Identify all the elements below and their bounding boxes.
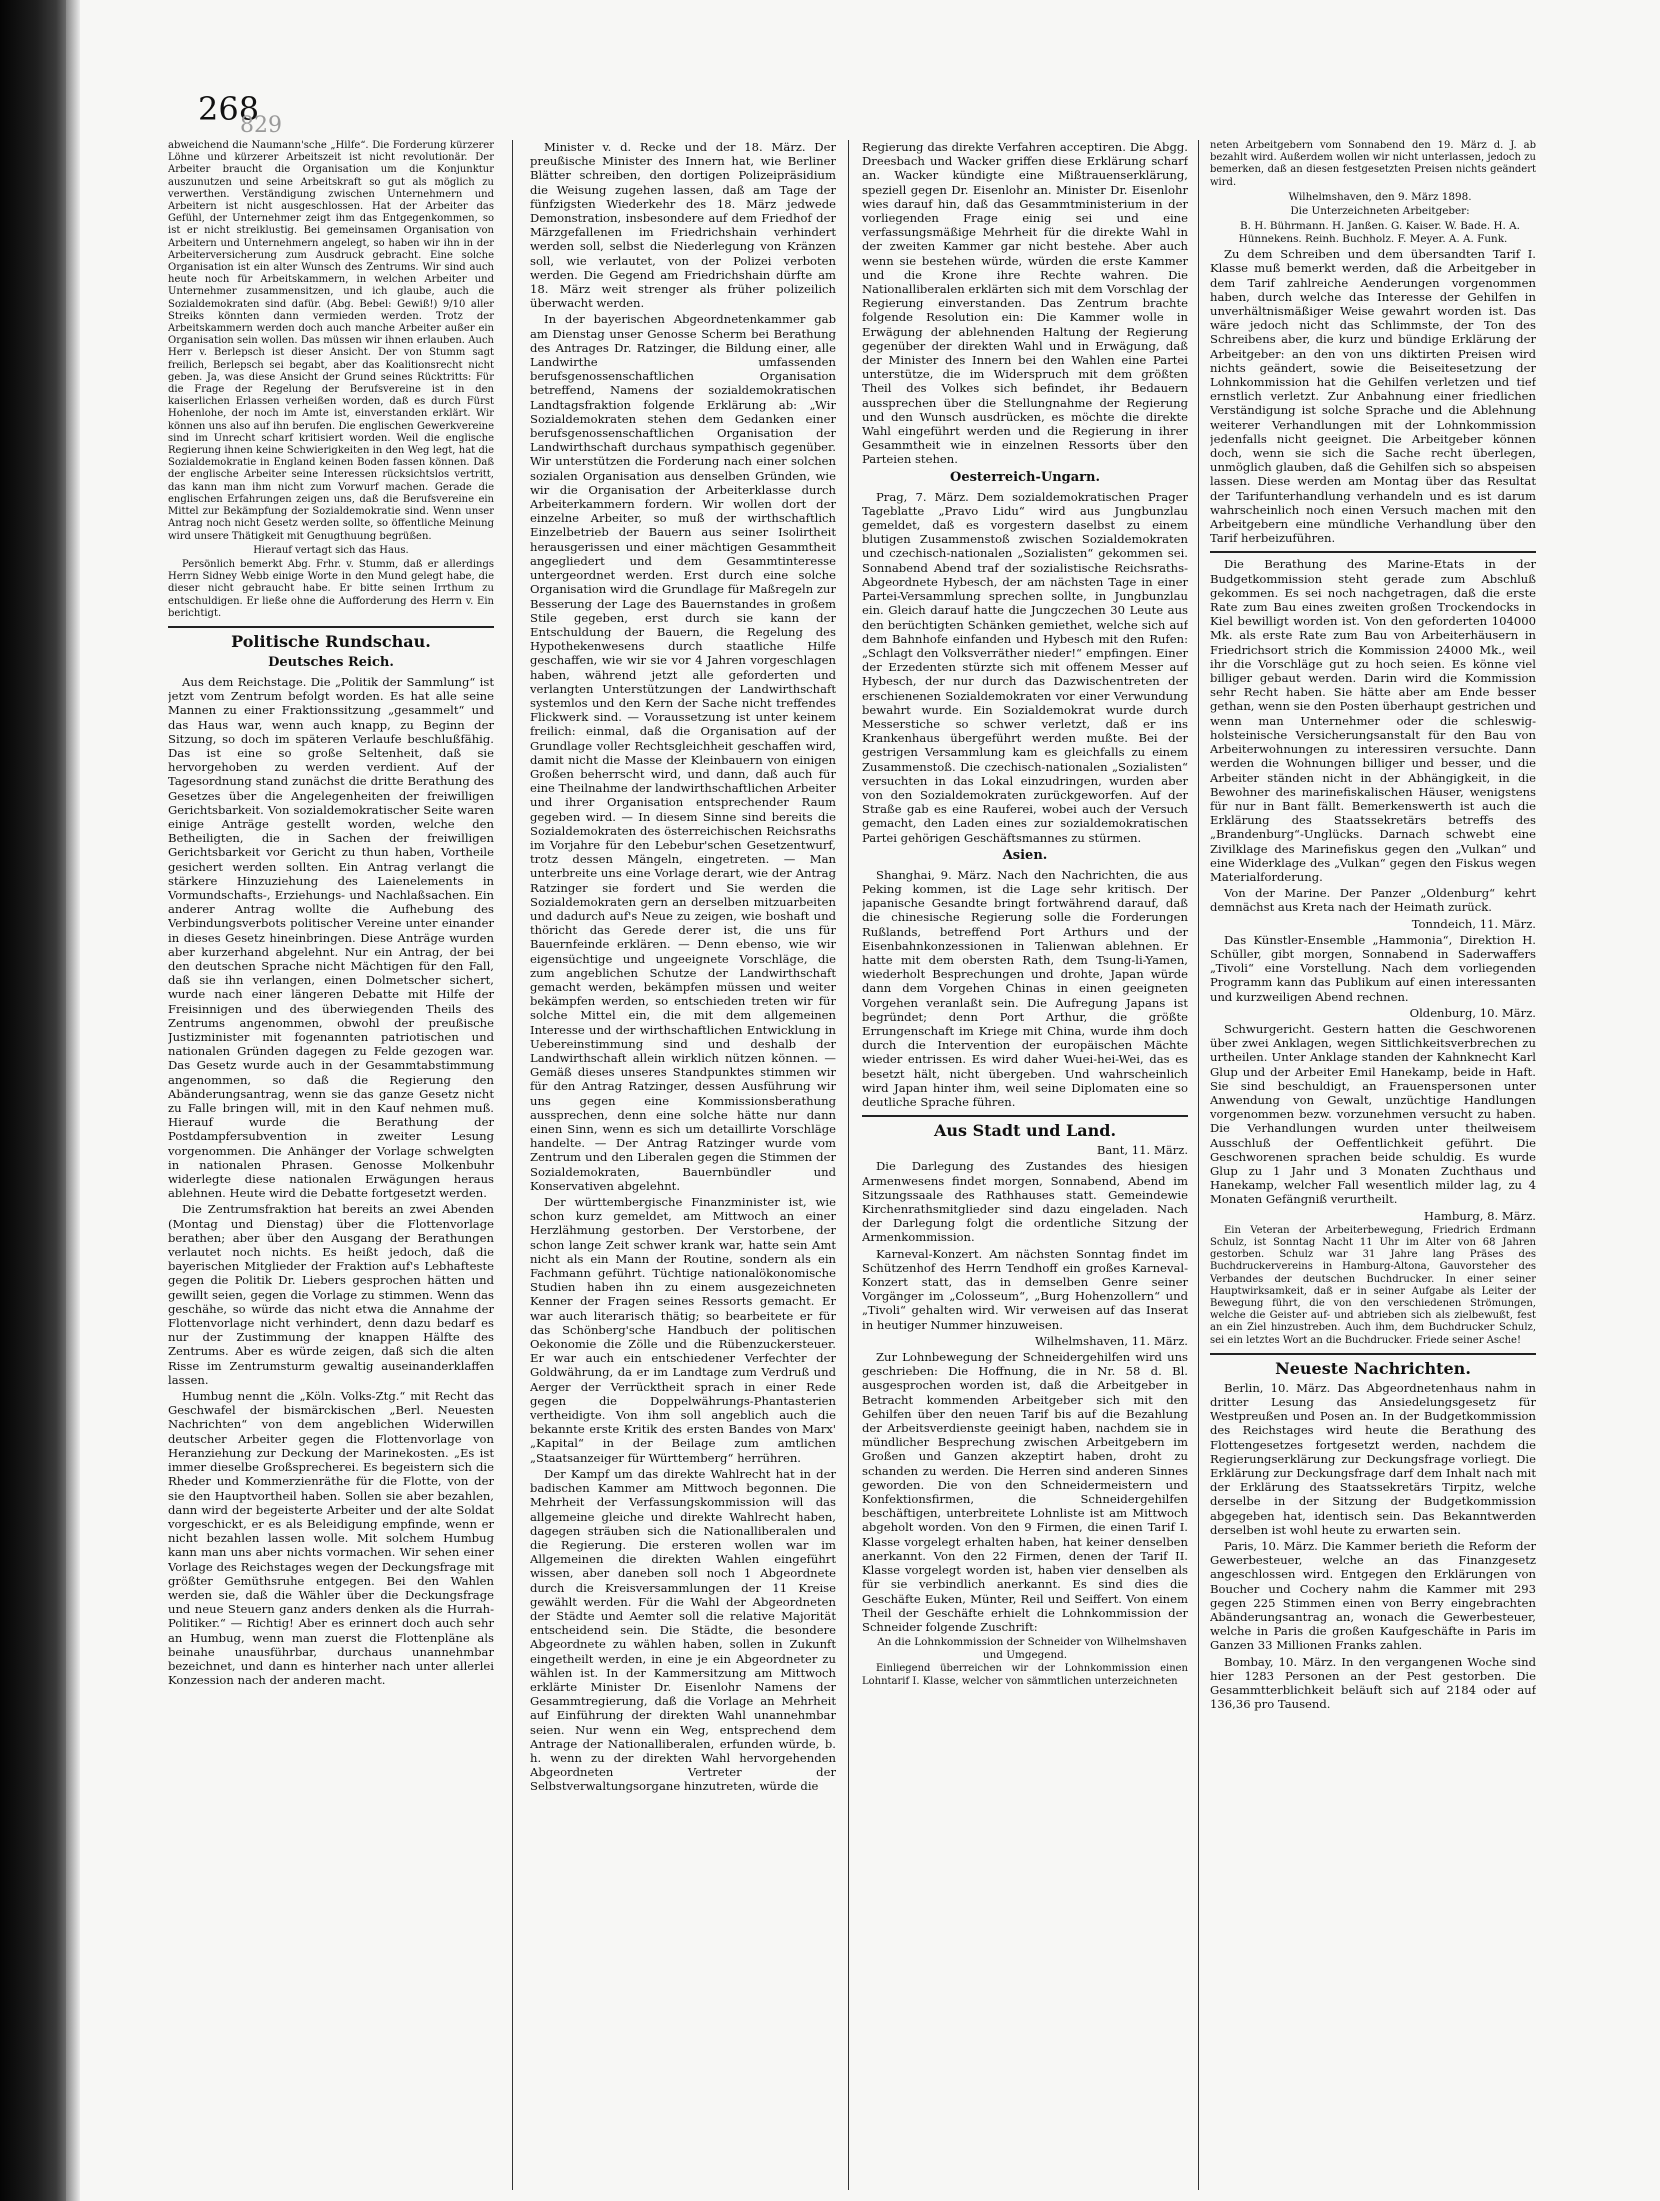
page-gutter-shadow <box>66 0 80 2201</box>
column-rule-2 <box>848 140 849 2190</box>
article-reichstage: Aus dem Reichstage. Die „Politik der Sammlung“ ist jetzt vom Zentrum befolgt worden. Es hat alle seine Mannen zu einer Fraktionssitzung „gesammelt“ und das Haus war, wenn auch knapp, zu Beginn der Sitzung, so doch im späteren Verlaufe beschlußfähig. Das ist eine so große Seltenheit, daß sie hervorgehoben zu werden verdient. Auf der Tagesordnung stand zunächst die dritte Berathung des Gesetzes über die Angelegenheiten der freiwilligen Gerichtsbarkeit. Von sozialdemokratischer Seite waren einige Anträge gestellt worden, welche den Betheiligten, die in Sachen der freiwilligen Gerichtsbarkeit vor Gericht zu thun haben, Vortheile gesichert werden sollten. Ein Antrag verlangt die stärkere Hinzuziehung des Laienelements in Vormundschafts-, Erziehungs- und Nachlaßsachen. Ein anderer Antrag wollte die Aufhebung des Verbindungsverbots politischer Vereine unter einander in dieses Gesetz hineinbringen. Diese Anträge wurden aber kurzerhand abgelehnt. Nur ein Antrag, der bei den deutschen Sprache nicht Mächtigen für den Fall, daß sie ihn verlangen, einen Dolmetscher sichert, wurde nach einer längeren Debatte mit Hilfe der Freisinnigen und des überwiegenden Theils des Zentrums angenommen, obwohl der preußische Justizminister mit fogenannten patriotischen und nationalen Gründen dagegen zu Felde gezogen war. Das Gesetz wurde auch in der Gesammtabstimmung angenommen, so daß die Regierung den Abänderungsantrag, wenn sie das ganze Gesetz nicht zu Falle bringen will, mit in den Kauf nehmen muß. Hierauf wurde die Berathung der Postdampfersubvention in zweiter Lesung vorgenommen. Die Anhänger der Vorlage schwelgten in nationalen Phrasen. Genosse Molkenbuhr widerlegte diese nationalen Erwägungen heraus ablehnen. Heute wird die Debatte fortgesetzt werden. <box>168 674 494 1201</box>
subsection-title-deutsches-reich: Deutsches Reich. <box>268 654 394 670</box>
subsection-title-asien: Asien. <box>1002 847 1048 863</box>
article-zentrumsfraktion: Die Zentrumsfraktion hat bereits an zwei Abenden (Montag und Dienstag) über die Flottenvorlage berathen; aber über den Ausgang der Berathungen verlautet noch nichts. Es heißt jedoch, daß die bayerischen Mitglieder der Fraktion auf's Lebhafteste gegen die Politik Dr. Liebers gesprochen hätten und gewillt seien, gegen die Vorlage zu stimmen. Wenn das geschähe, so würde das nicht etwa die Annahme der Flottenvorlage nicht verhindert, denn dazu bedarf es nur der Zustimmung der knappen Hälfte des Zentrums. Aber es würde zeigen, daß sich die alten Risse im Zentrumsturm gewaltig auseinanderklaffen lassen. <box>168 1202 494 1387</box>
article-lohnbewegung: Zur Lohnbewegung der Schneidergehilfen wird uns geschrieben: Die Hoffnung, die in Nr. 58 d. Bl. ausgesprochen worden ist, daß die Arbeitgeber in Betracht kommenden Arbeitgeber sich mit den Gehilfen über den neuen Tarif bis auf die Bezahlung der Arbeitsverdienste geeinigt haben, nachdem sie in mündlicher Besprechung zwischen Arbeitgebern im Großen und Ganzen akzeptirt haben, droht zu schanden zu werden. Die Herren sind anderen Sinnes geworden. Die von den Schneidermeistern und Konfektionsfirmen, die Schneidergehilfen beschäftigen, unterbreitete Lohnliste ist am Mittwoch abgeholt worden. Von den 9 Firmen, die einen Tarif I. Klasse vorgelegt erhalten haben, hat keiner denselben anerkannt. Von den 22 Firmen, denen der Tarif II. Klasse vorgelegt worden ist, haben vier denselben als für sie verbindlich anerkannt. Es sind dies die Geschäfte Euken, Münter, Reil und Seiffert. Von einem Theil der Geschäfte erhielt die Lohnkommission der Schneider folgende Zuschrift: <box>862 1350 1188 1634</box>
article-tarif-comment: Zu dem Schreiben und dem übersandten Tarif I. Klasse muß bemerkt werden, daß die Arbeitgeber in dem Tarif zahlreiche Aenderungen vorgenommen haben, durch welche das Interesse der Gehilfen in unverhältnismäßiger Weise gewahrt worden ist. Das wäre jedoch nicht das Schlimmste, der Ton des Schreibens aber, die kurz und bündige Erklärung der Arbeitgeber: an den von uns diktirten Preisen wird nichts geändert, sowie die Beiseitesetzung der Lohnkommission hat die Gehilfen verletzen und tief ernstlich verletzt. Zur Anbahnung einer friedlichen Verständigung ist solche Sprache und die Ablehnung weiterer Verhandlungen mit der Lohnkommission jedenfalls nicht geeignet. Die Arbeitgeber können doch, wenn sie sich die Sache recht überlegen, unmöglich glauben, daß die Gehilfen sich so abspeisen lassen. Diese werden am Montag über das Resultat der Tarifunterhandlung verhandeln und es ist darum wahrscheinlich noch einen Versuch machen mit den Arbeitgebern eine mündliche Verhandlung über den Tarif herbeizuführen. <box>1210 247 1536 546</box>
dateline-hamburg: Hamburg, 8. März. <box>1423 1208 1536 1223</box>
subsection-title-oesterreich: Oesterreich-Ungarn. <box>950 469 1100 485</box>
letter-signers: B. H. Bührmann. H. Janßen. G. Kaiser. W. Bade. H. A. Hünnekens. Reinh. Buchholz. F. Meyer. A. A. Funk. <box>1238 220 1520 245</box>
section-divider <box>1210 1353 1536 1355</box>
letter-addressee: An die Lohnkommission der Schneider von Wilhelmshaven und Umgegend. <box>877 1636 1187 1661</box>
letter-continuation: neten Arbeitgebern vom Sonnabend den 19. März d. J. ab bezahlt wird. Außerdem wollen wir nicht unterlassen, jedoch zu bemerken, daß an diesen festgesetzten Preisen nichts geändert wird. <box>1210 140 1536 188</box>
dateline-tonndeich: Tonndeich, 11. März. <box>1411 916 1536 931</box>
column-1 <box>168 140 494 2195</box>
letter-body: Einliegend überreichen wir der Lohnkommission einen Lohntarif I. Klasse, welcher von sämmtlichen unterzeichneten <box>862 1663 1188 1687</box>
letter-signature-heading: Die Unterzeichneten Arbeitgeber: <box>1290 205 1470 218</box>
faint-folio-mark: 829 <box>240 113 282 138</box>
dateline-wilhelmshaven: Wilhelmshaven, 11. März. <box>1035 1333 1188 1348</box>
column-rule-3 <box>1198 140 1199 2190</box>
reichstag-speech-text: abweichend die Naumann'sche „Hilfe“. Die Forderung kürzerer Löhne und kürzerer Arbeitszeit ist nicht revolutionär. Der Arbeiter braucht die Organisation um die Konjunktur auszunutzen und seine Arbeitskraft so gut als möglich zu verwerthen. Verständigung zwischen Unternehmern und Arbeitern ist nicht ausgeschlossen. Hat der Arbeiter das Gefühl, der Unternehmer zeigt ihm das Entgegenkommen, so ist er nicht streiklustig. Bei gemeinsamen Organisation von Arbeitern und Unternehmern angelegt, so haben wir ihn in der Arbeiterversicherung zum Ausdruck gebracht. Eine solche Organisation ist ein alter Wunsch des Zentrums. Wir sind auch heute noch für Arbeitskammern, in welchen Arbeiter und Unternehmer zusammensitzen, und ich glaube, auch die Sozialdemokraten sind dafür. (Abg. Bebel: Gewiß!) 9/10 aller Streiks könnten dann vermieden werden. Trotz der Arbeitskammern werden doch auch manche Arbeiter außer ein Organisation sein wollen. Das müssen wir ihnen erlauben. Auch Herr v. Berlepsch ist dieser Ansicht. Der von Stumm sagt freilich, Berlepsch sei begabt, aber das Koalitionsrecht nicht geben. Ja, was diese Ansicht der Grund seines Rücktritts: Für die Frage der Regelung der Berufsvereine ist in den kaiserlichen Erlassen verheißen worden, daß es durch Fürst Hohenlohe, der noch im Amte ist, einverstanden erklärt. Wir können uns also auf ihn berufen. Die englischen Gewerkvereine sind im Unrecht scharf kritisiert worden. Weil die englische Regierung ihnen keine Schwierigkeiten in den Weg legt, hat die Sozialdemokratie in England keinen Boden fassen können. Daß der englische Arbeiter seine Interessen rücksichtslos vertritt, das kann man ihm nicht zum Vorwurf machen. Gerade die englischen Erfahrungen zeigen uns, daß die Berufsvereine ein Mittel zur Bekämpfung der Sozialdemokratie sind. Wenn unser Antrag noch nicht Gesetz werden sollte, so öffentliche Meinung wird unsere Thätigkeit mit Genugthuung begrüßen. <box>168 140 494 542</box>
section-title-neueste-nachrichten: Neueste Nachrichten. <box>1275 1358 1471 1378</box>
column-rule-1 <box>512 140 513 2190</box>
page-number: 268 <box>198 90 260 128</box>
article-kuenstler-ensemble: Das Künstler-Ensemble „Hammonia“, Direktion H. Schüller, gibt morgen, Sonnabend in Saderwaffers „Tivoli“ eine Vorstellung. Nach dem vorliegenden Programm kann das Publikum auf einen interessanten und kurzweiligen Abend rechnen. <box>1210 932 1536 1004</box>
article-veteran: Ein Veteran der Arbeiterbewegung, Friedrich Erdmann Schulz, ist Sonntag Nacht 11 Uhr im Alter von 68 Jahren gestorben. Schulz war 31 Jahre lang Präses des Buchdruckervereins in Hamburg-Altona, Gauvorsteher des Verbandes der deutschen Buchdrucker. In einer seiner Hauptwirksamkeit, daß er in seiner Aufgabe als Leiter der Bewegung führt, die von den verschiedenen Strömungen, welche die Geister auf- und abtrieben sich als zielbewußt, fest an ein Ziel hinzustreben. Auch ihm, dem Buchdrucker Schulz, sei ein letztes Wort an die Buchdrucker. Friede seiner Asche! <box>1210 1224 1536 1346</box>
article-karneval-konzert: Karneval-Konzert. Am nächsten Sonntag findet im Schützenhof des Herrn Tendhoff ein großes Karneval-Konzert statt, das in demselben Genre seiner Vorgänger im „Colosseum“, „Burg Hohenzollern“ und „Tivoli“ gehalten wird. Wir verweisen auf das Inserat in heutiger Nummer hinzuweisen. <box>862 1246 1188 1332</box>
article-prag: Prag, 7. März. Dem sozialdemokratischen Prager Tageblatte „Pravo Lidu“ wird aus Jungbunzlau gemeldet, daß es vorgestern daselbst zu einem blutigen Zusammenstoß zwischen Sozialdemokraten und czechisch-nationalen „Sozialisten“ gekommen sei. Sonnabend Abend traf der sozialistische Reichsraths-Abgeordnete Hybesch, der am nächsten Tage in einer Partei-Versammlung sprechen sollte, in Jungbunzlau ein. Gleich darauf hatte die Jungczechen 30 Leute aus den berüchtigten Schänken gemiethet, welche sich auf dem Bahnhofe einfanden und Hybesch mit den Rufen: „Schlagt den Volksverräther nieder!“ empfingen. Einer der Erzedenten stürzte sich mit offenem Messer auf Hybesch, der nur durch das Dazwischentreten der erschienenen Sozialdemokraten vor einer Verwundung bewahrt wurde. Ein Sozialdemokrat wurde durch Messerstiche so schwer verletzt, daß er ins Krankenhaus übergeführt werden mußte. Bei der gestrigen Versammlung kam es gleichfalls zu einem Zusammenstoß. Die czechisch-nationalen „Sozialisten“ versuchten in das Lokal einzudringen, wurden aber von den Sozialdemokraten zurückgeworfen. Auf der Straße gab es eine Rauferei, wobei auch der Versuch gemacht, den Laden eines zur sozialdemokratischen Partei gehörigen Geschäftsmannes zu stürmen. <box>862 489 1188 845</box>
article-finanzminister: Der württembergische Finanzminister ist, wie schon kurz gemeldet, am Mittwoch an einer Herzlähmung gestorben. Der Verstorbene, der schon lange Zeit schwer krank war, hatte sein Amt nicht als ein Mann der Routine, sondern als ein Fachmann geführt. Tüchtige nationalökonomische Studien haben ihn zu einem ausgezeichneten Kenner der Fragen seines Ressorts gemacht. Er war auch literarisch thätig; so bearbeitete er für das Schönberg'sche Handbuch der politischen Oekonomie die Zölle und die Rübenzuckersteuer. Er war auch ein entschiedener Verfechter der Goldwährung, da er im Landtage zum Verdruß und Aerger der Verrücktheit sprach in einer Rede gegen die Doppelwährungs-Phantasterien vertheidigte. Von ihm soll angeblich auch die bekannte erste Kritik des ersten Bandes von Marx' „Kapital“ in der Beilage zum amtlichen „Staatsanzeiger für Württemberg“ herrühren. <box>530 1195 836 1465</box>
article-wahlrecht: Der Kampf um das direkte Wahlrecht hat in der badischen Kammer am Mittwoch begonnen. Die Mehrheit der Verfassungskommission will das allgemeine gleiche und direkte Wahlrecht haben, dagegen sträuben sich die Nationalliberalen und die Regierung. Die ersteren wollen war im Allgemeinen die direkten Wahlen eingeführt wissen, aber daneben soll noch 1 Abgeordnete durch die Kreisversammlungen der 11 Kreise gewählt werden. Für die Wahl der Abgeordneten der Städte und Aemter soll die relative Majorität entscheidend sein. Die Städte, die besondere Abgeordnete zu wählen haben, sollen in Zukunft eingetheilt werden, in eine je ein Abgeordneter zu wählen ist. In der Kammersitzung am Mittwoch erklärte Minister Dr. Eisenlohr Namens der Gesammtregierung, daß die Vorlage an Mehrheit auf Einführung der direkten Wahl unannehmbar seien. Nur wenn ein Weg, entsprechend dem Antrage der Nationalliberalen, erfunden würde, b. h. wenn zu der direkten Wahl hervorgehenden Abgeordneten Vertreter der Selbstverwaltungsorgane hinzutreten, würde die <box>530 1466 836 1794</box>
article-von-der-marine: Von der Marine. Der Panzer „Oldenburg“ kehrt demnächst aus Kreta nach der Heimath zurück. <box>1210 886 1536 915</box>
article-shanghai: Shanghai, 9. März. Nach den Nachrichten, die aus Peking kommen, ist die Lage sehr kritisch. Der japanische Gesandte bringt fortwährend darauf, daß die chinesische Regierung solle die Forderungen Rußlands, betreffend Port Arthurs und der Eisenbahnkonzessionen in Talienwan ablehnen. Er hatte mit dem obersten Rath, dem Tsung-li-Yamen, wiederholt Besprechungen und drohte, Japan würde dann dem Vorgehen Chinas in einen geeigneten Vorgehen veranlaßt sein. Die Aufregung Japans ist begründet; denn Port Arthur, die größte Errungenschaft im Kriege mit China, wurde ihm doch durch die Intervention der europäischen Mächte wieder entrissen. Es wird daher Wuei-hei-Wei, das es besetzt hält, nicht übergeben. Und wahrscheinlich wird Japan hinter ihm, weil seine Diplomaten eine so deutliche Sprache führen. <box>862 867 1188 1109</box>
personal-remark: Persönlich bemerkt Abg. Frhr. v. Stumm, daß er allerdings Herrn Sidney Webb einige Worte in den Mund gelegt habe, die dieser nicht gebraucht habe. Er bitte seinen Irrthum zu entschuldigen. Er ließe ohne die Aufforderung des Herrn v. Ein berichtigt. <box>168 558 494 619</box>
article-regierung-baden: Regierung das direkte Verfahren acceptiren. Die Abgg. Dreesbach und Wacker griffen diese Erklärung scharf an. Wacker kündigte eine Mißtrauenserklärung, speziell gegen Dr. Eisenlohr an. Minister Dr. Eisenlohr wies darauf hin, daß das Gesammtministerium in der vorliegenden Frage einig sei und eine verfassungsmäßige Mehrheit für die direkte Wahl in der zweiten Kammer gar nicht bestehe. Aber auch wenn sie bestehen würde, würden die erste Kammer und die Krone ihre Rechte wahren. Die Nationalliberalen erklärten sich mit dem Vorschlag der Regierung einverstanden. Das Zentrum brachte folgende Resolution ein: Die Kammer wolle in Erwägung der ablehnenden Haltung der Regierung gegenüber der direkten Wahl und in Erwägung, daß der Minister des Innern bei den Wahlen eine Partei unterstütze, die im Widerspruch mit dem größten Theil des Volkes sich befindet, ihr Bedauern aussprechen über die Stellungnahme der Regierung und den Wunsch ausdrücken, es möchte die direkte Wahl eingeführt werden und die Regierung in ihrer Gesammtheit wie in einzelnen Ressorts über den Parteien stehen. <box>862 140 1188 467</box>
dateline-oldenburg: Oldenburg, 10. März. <box>1409 1005 1536 1020</box>
article-humbug: Humbug nennt die „Köln. Volks-Ztg.“ mit Recht das Geschwafel der bismärckischen „Berl. Neuesten Nachrichten“ von dem angeblichen Widerwillen deutscher Arbeiter gegen die Flottenvorlage von Heranziehung zur Deckung der Marinekosten. „Es ist immer dieselbe Großsprecherei. Es begeistern sich die Rheder und Kommerzienräthe für die Flotte, von der sie den Hauptvortheil haben. Sollen sie aber bezahlen, dann wird der begeisterte Arbeiter und der alte Soldat vorgeschickt, er es als Beleidigung empfinde, wenn er nicht bezahlen lassen wolle. Mit solchem Humbug kann man uns aber nichts vormachen. Wir sehen einer Vorlage des Reichstages wegen der Deckungsfrage mit größter Gemüthsruhe entgegen. Bei den Wahlen werden sie, daß die Wähler über die Deckungsfrage und neue Steuern ganz anders denken als die Hurrah-Politiker.“ — Richtig! Aber es erinnert doch auch sehr an Humbug, wenn man zuerst die Flottenpläne als beinahe unausführbar, durchaus unannehmbar bezeichnet, und dann es hinterher nach unter allerlei Konzession nach der anderen macht. <box>168 1389 494 1688</box>
section-title-stadt-und-land: Aus Stadt und Land. <box>933 1121 1117 1141</box>
section-divider <box>168 626 494 628</box>
column-2 <box>530 140 836 2195</box>
article-bombay: Bombay, 10. März. In den vergangenen Woche sind hier 1283 Personen an der Pest gestorben. Die Gesammtterblichkeit beläuft sich auf 2184 oder auf 136,36 pro Tausend. <box>1210 1654 1536 1712</box>
section-divider <box>862 1115 1188 1117</box>
dateline-bant: Bant, 11. März. <box>1096 1143 1188 1158</box>
section-title-politische-rundschau: Politische Rundschau. <box>231 631 431 651</box>
section-divider <box>1210 551 1536 553</box>
article-armenwesen: Die Darlegung des Zustandes des hiesigen Armenwesens findet morgen, Sonnabend, Abend im Sitzungssaale des Rathhauses statt. Gemeindewie Kirchenrathsmitglieder sind dazu eingeladen. Nach der Darlegung folgt die ordentliche Sitzung der Armenkommission. <box>862 1159 1188 1245</box>
letter-date: Wilhelmshaven, den 9. März 1898. <box>1288 190 1472 203</box>
adjourn-note: Hierauf vertagt sich das Haus. <box>253 544 409 556</box>
article-minister-recke: Minister v. d. Recke und der 18. März. Der preußische Minister des Innern hat, wie Berliner Blätter schreiben, den dortigen Polizeipräsidium die Weisung zugehen lassen, daß am Tage der fünfzigsten Wiederkehr des 18. März jedwede Demonstration, insbesondere auf dem Friedhof der Märzgefallenen im Friedrichshain verhindert werden soll, selbst die Niederlegung von Kränzen soll, wie verlautet, von der Polizei verboten werden. Die Gegend am Friedrichshain dürfte am 18. März weit strenger als früher polizeilich überwacht werden. <box>530 140 836 311</box>
article-berlin: Berlin, 10. März. Das Abgeordnetenhaus nahm in dritter Lesung das Ansiedelungsgesetz für Westpreußen und Posen an. In der Budgetkommission des Reichstages wird heute die Berathung des Flottengesetzes fortgesetzt werden, nachdem die Regierungserklärung zur Deckungsfrage vorliegt. Die Erklärung zur Deckungsfrage darf dem Inhalt nach mit der Erklärung des Staatssekretärs Tirpitz, welche derselbe in der Sitzung der Budgetkommission abgegeben hat, identisch sein. Das Bekanntwerden derselben ist wohl heute zu erwarten sein. <box>1210 1380 1536 1537</box>
article-marine-etat: Die Berathung des Marine-Etats in der Budgetkommission steht gerade zum Abschluß gekommen. Es sei noch nachgetragen, daß die erste Rate zum Bau eines zweiten großen Trockendocks in Kiel bewilligt worden ist. Von den geforderten 104000 Mk. als erste Rate zum Bau von Arbeiterhäusern in Friedrichsort strich die Kommission 24000 Mk., weil ihr die Vorschläge gut zu hoch seien. Es könne viel billiger gebaut werden. Darin wird die Kommission sehr Recht haben. Sie hätte aber am Ende besser gethan, wenn sie den Posten überhaupt gestrichen und wenn man Unternehmer oder die schleswig-holsteinische Versicherungsanstalt für den Bau von Arbeiterwohnungen zu interessiren versuchte. Dann werden die Wohnungen billiger und besser, und die Arbeiter ständen nicht in der Abhängigkeit, in die Bewohner des marinefiskalischen Häuser, wenigstens für nur in Bant fällt. Bemerkenswerth ist auch die Erklärung des Staatssekretärs betreffs des „Brandenburg“-Unglücks. Darnach schwebt eine Zivilklage des Marinefiskus gegen den „Vulkan“ und eine Widerklage des „Vulkan“ gegen den Fiskus wegen Materialforderung. <box>1210 557 1536 884</box>
book-binding <box>0 0 66 2201</box>
article-schwurgericht: Schwurgericht. Gestern hatten die Geschworenen über zwei Anklagen, wegen Sittlichkeitsverbrechen zu urtheilen. Unter Anklage standen der Kahnknecht Karl Glup und der Arbeiter Emil Hanekamp, beide in Haft. Sie sind beschuldigt, an Frauenspersonen unter Anwendung von Gewalt, unzüchtige Handlungen vorgenommen bezw. vorzunehmen versucht zu haben. Die Verhandlungen wurden unter theilweisem Ausschluß der Oeffentlichkeit geführt. Die Geschworenen sprachen beide schuldig. Es wurde Glup zu 1 Jahr und 3 Monaten Zuchthaus und Hanekamp, welcher Fall wesentlich milder lag, zu 4 Monaten Gefängniß verurtheilt. <box>1210 1021 1536 1207</box>
column-4 <box>1210 140 1536 2195</box>
article-bayerische-kammer: In der bayerischen Abgeordnetenkammer gab am Dienstag unser Genosse Scherm bei Berathung des Antrages Dr. Ratzinger, die Bildung einer, alle Landwirthe umfassenden berufsgenossenschaftlichen Organisation betreffend, Namens der sozialdemokratischen Landtagsfraktion folgende Erklärung ab: „Wir Sozialdemokraten stehen dem Gedanken einer berufsgenossenschaftlichen Organisation der Landwirthschaft durchaus sympathisch gegenüber. Wir unterstützen die Forderung nach einer solchen sozialen Organisation aus denselben Gründen, wie wir die Organisation der Arbeiterklasse durch Arbeiterkammern fordern. Wir wollen dort der einzelne Arbeiter, so muß der wirthschaftlich Einzelbetrieb der Bauern aus seiner Isolirtheit herausgerissen und einer mächtigen Gesammtheit angegliedert und dem Gesammtinteresse untergeordnet werden. Erst durch eine solche Organisation wird die Grundlage für Maßregeln zur Besserung der Lage des Bauernstandes in großem Stile gegeben, erst durch sie kann der Entschuldung der Bauern, die Regelung des Hypothekenwesens durch staatliche Hilfe geschaffen, wie wir sie vor 4 Jahren vorgeschlagen haben, während jetzt alle geforderten und verlangten Unterstützungen der Landwirthschaft systemlos und den Kern der Sache nicht treffendes Flickwerk sind. — Voraussetzung ist unter keinem freilich: einmal, daß die Organisation auf der Grundlage voller Rechtsgleichheit geschaffen wird, damit nicht die Masse der Kleinbauern von einigen Großen beherrscht wird, und dann, daß auch für eine Theilnahme der landwirthschaftlichen Arbeiter und ihrer Organisation entsprechender Raum gegeben wird. — In diesem Sinne sind bereits die Sozialdemokraten des österreichischen Reichsraths im Vorjahre für den Lebebur'schen Gesetzentwurf, trotz dessen Mängeln, eingetreten. — Man unterbreite uns eine Vorlage derart, wie der Antrag Ratzinger sie fordert und Sie werden die Sozialdemokraten gern an derselben mitzuarbeiten und dadurch auf's Neue zu zeigen, wie boshaft und thöricht das Gerede derer ist, die uns für Bauernfeinde erklären. — Denn ebenso, wie wir eigensüchtige und ungeeignete Vorschläge, die zum angeblichen Schutze der Landwirthschaft gemacht werden, bekämpfen müssen und weiter bekämpfen werden, so entschieden treten wir für solche Mittel ein, die mit dem allgemeinen Interesse und der wirthschaftlichen Entwicklung in Uebereinstimmung sind und deshalb der Landwirthschaft allein wirklich nützen können. — Gemäß dieses unseres Standpunktes stimmen wir für den Antrag Ratzinger, dessen Ausführung wir uns gegen eine Kommissionsberathung aussprechen, denn eine solche hätte nur dann einen Sinn, wenn es sich um detaillirte Vorschläge handelte. — Der Antrag Ratzinger wurde vom Zentrum und den Liberalen gegen die Stimmen der Sozialdemokraten, Bauernbündler und Konservativen abgelehnt. <box>530 312 836 1193</box>
article-paris: Paris, 10. März. Die Kammer berieth die Reform der Gewerbesteuer, welche an das Finanzgesetz angeschlossen wird. Entgegen den Erklärungen von Boucher und Cochery nahm die Kammer mit 293 gegen 225 Stimmen einen von Berry eingebrachten Abänderungsantrag an, wonach die Gewerbesteuer, welche in Paris die großen Kaufgeschäfte in Paris im Ganzen 33 Millionen Franks zahlen. <box>1210 1539 1536 1653</box>
column-3 <box>862 140 1188 2195</box>
